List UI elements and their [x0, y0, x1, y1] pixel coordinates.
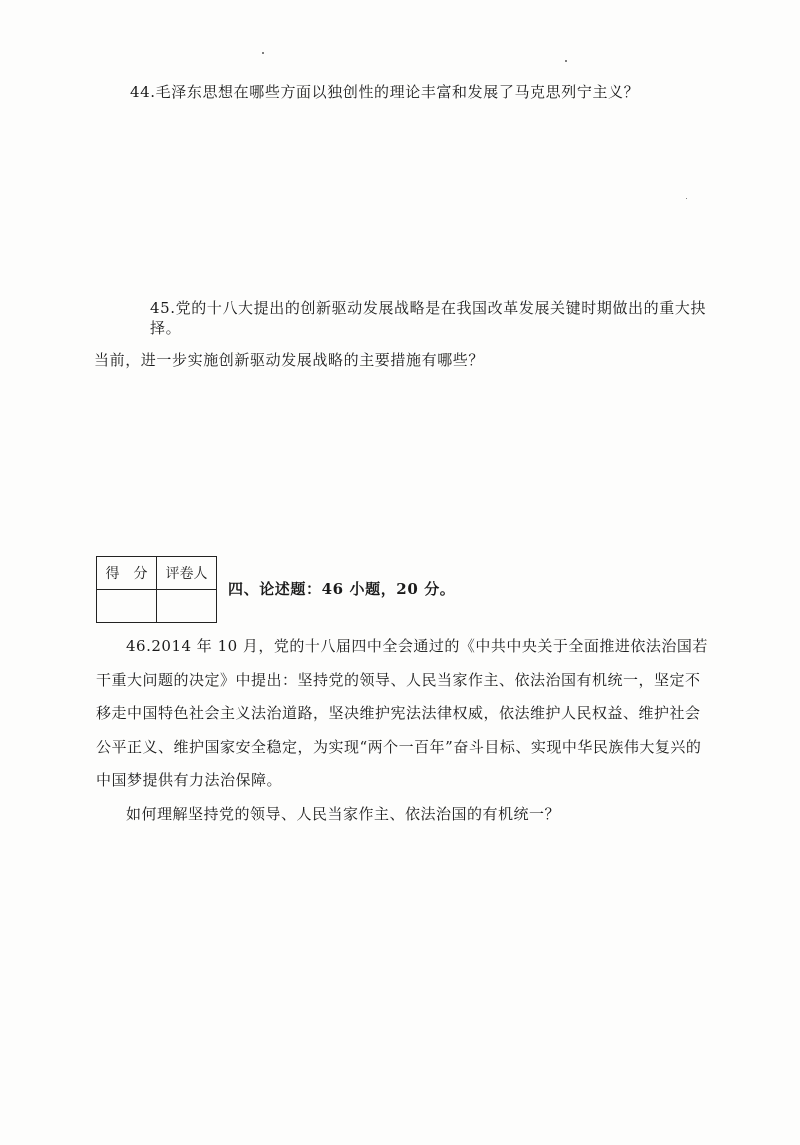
- question-45-line-2: 当前，进一步实施创新驱动发展战略的主要措施有哪些？: [94, 351, 485, 369]
- question-46-ask: 如何理解坚持党的领导、人民当家作主、依法治国的有机统一？: [126, 804, 561, 823]
- score-table: [96, 556, 217, 623]
- scan-speck: [565, 60, 567, 62]
- question-46: [96, 630, 708, 831]
- scan-speck: [686, 198, 687, 199]
- question-45: [94, 298, 730, 370]
- score-header: 得 分: [97, 557, 157, 590]
- scan-speck: [262, 52, 264, 54]
- grader-cell[interactable]: [157, 590, 217, 623]
- section-4-title: 四、论述题：46 小题，20 分。: [228, 580, 456, 598]
- grader-header: 评卷人: [157, 557, 217, 590]
- question-44: 44.毛泽东思想在哪些方面以独创性的理论丰富和发展了马克思列宁主义？: [130, 83, 640, 101]
- question-45-line-1: 45.党的十八大提出的创新驱动发展战略是在我国改革发展关键时期做出的重大抉择。: [150, 299, 707, 337]
- question-46-passage: 46.2014 年 10 月，党的十八届四中全会通过的《中共中央关于全面推进依法治国若干重大问题的决定》中提出：坚持党的领导、人民当家作主、依法治国有机统一，坚定不移走中国特色社会主义法治道路，坚决维护宪法法律权威，依法维护人民权益、维护社会公平正义、维护国家安全稳定，为实现“两个一百年”奋斗目标、实现中华民族伟大复兴的中国梦提供有力法治保障。: [96, 637, 708, 789]
- score-cell[interactable]: [97, 590, 157, 623]
